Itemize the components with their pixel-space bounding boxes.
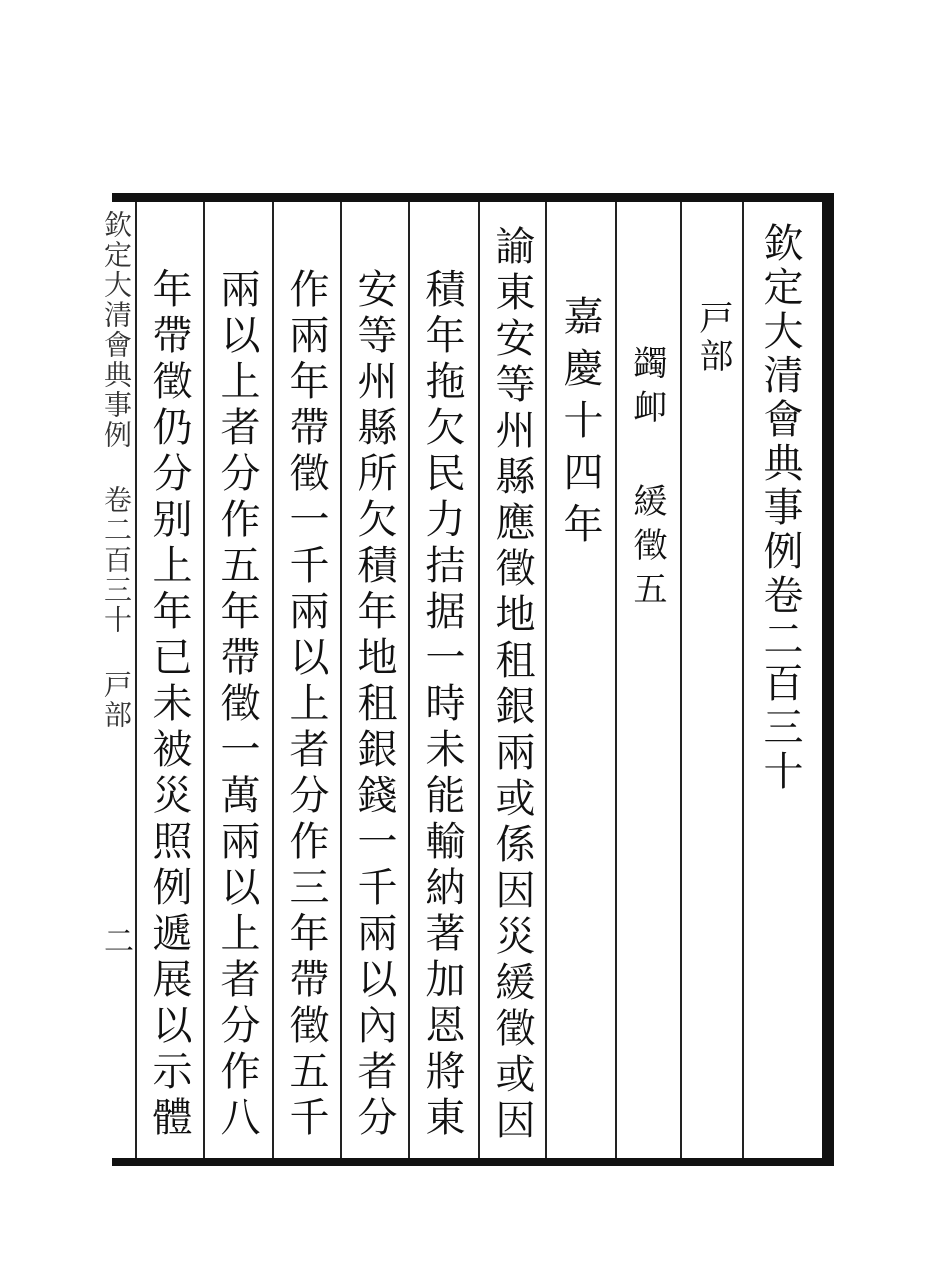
year-heading: 嘉慶十四年: [557, 295, 603, 555]
column-rule: [742, 202, 744, 1158]
column-rule: [478, 202, 480, 1158]
department-heading: 戸部: [693, 300, 733, 376]
document-title: 欽定大清會典事例卷二百三十: [757, 222, 803, 794]
body-column-2: 積年拖欠民力拮据一時未能輸納著加恩將東: [419, 268, 465, 1142]
column-rule: [340, 202, 342, 1158]
frame-bottom-border: [112, 1158, 834, 1166]
page-number: 二: [98, 925, 133, 959]
column-rule: [203, 202, 205, 1158]
body-column-3: 安等州縣所欠積年地租銀錢一千兩以內者分: [351, 268, 397, 1142]
column-rule: [615, 202, 617, 1158]
body-column-5: 兩以上者分作五年帶徵一萬兩以上者分作八: [214, 268, 260, 1142]
column-rule: [545, 202, 547, 1158]
body-column-6: 年帶徵仍分别上年已未被災照例遞展以示體: [146, 268, 192, 1142]
folio-label: 欽定大清會典事例 卷二百三十 戸部: [100, 210, 133, 730]
body-column-4: 作兩年帶徵一千兩以上者分作三年帶徵五千: [283, 268, 329, 1142]
column-rule: [272, 202, 274, 1158]
column-rule: [408, 202, 410, 1158]
section-heading: 蠲卹 緩徵五: [627, 345, 667, 615]
body-column-1: 諭東安等州縣應徵地租銀兩或係因災緩徵或因: [489, 225, 535, 1145]
column-rule: [135, 202, 137, 1158]
column-rule: [680, 202, 682, 1158]
frame-right-border: [822, 193, 834, 1166]
frame-top-border: [112, 193, 834, 202]
